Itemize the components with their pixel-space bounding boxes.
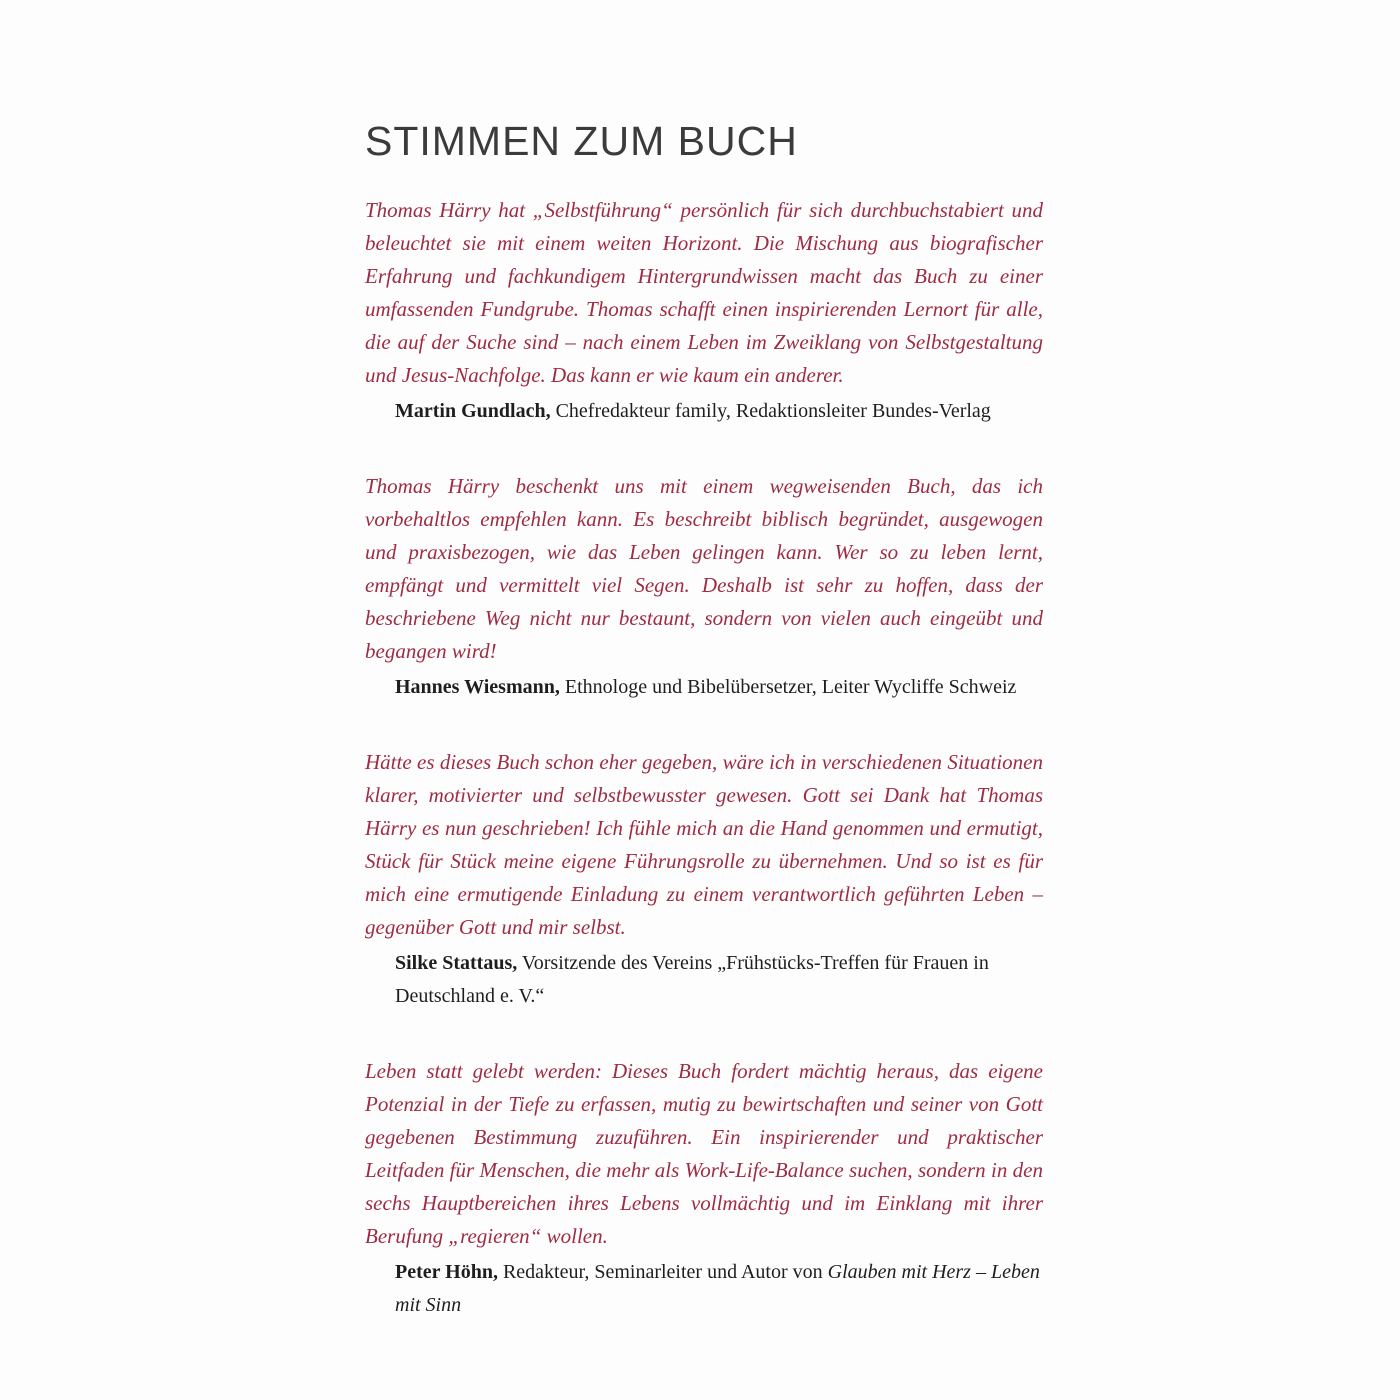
testimonial [365, 470, 1043, 704]
testimonial-quote: Thomas Härry hat „Selbstführung“ persönlich für sich durchbuchstabiert und beleuchtet sie mit einem weiten Horizont. Die Mischung aus biografischer Erfahrung und fachkundigem Hintergrundwissen macht das Buch zu einer umfassenden Fundgrube. Thomas schafft einen inspirierenden Lernort für alle, die auf der Suche sind – nach einem Leben im Zweiklang von Selbstgestaltung und Jesus-Nachfolge. Das kann er wie kaum ein anderer. [365, 198, 1043, 387]
testimonial [365, 746, 1043, 1013]
testimonial-quote: Leben statt gelebt werden: Dieses Buch fordert mächtig heraus, das eigene Potenzial in der Tiefe zu erfassen, mutig zu bewirtschaften und seiner von Gott gegebenen Bestimmung zuzuführen. Ein inspirierender und praktischer Leitfaden für Menschen, die mehr als Work-Life-Balance suchen, sondern in den sechs Hauptbereichen ihres Lebens vollmächtig und im Einklang mit ihrer Berufung „regieren“ wollen. [365, 1059, 1043, 1248]
testimonial [365, 194, 1043, 428]
attribution-role: Redakteur, Seminarleiter und Autor von [497, 1261, 823, 1283]
attribution-name: Peter Höhn, [395, 1261, 498, 1283]
attribution-name: Hannes Wiesmann, [395, 676, 560, 698]
testimonial-attribution [365, 671, 1043, 704]
attribution-name: Silke Stattaus, [395, 952, 518, 974]
testimonial-attribution [365, 1256, 1043, 1322]
attribution-book-title: Glauben mit Herz – Leben mit Sinn [395, 1261, 1040, 1316]
testimonial [365, 1055, 1043, 1322]
testimonial-quote: Hätte es dieses Buch schon eher gegeben, wäre ich in verschiedenen Situationen klarer, motivierter und selbstbewusster gewesen. Gott sei Dank hat Thomas Härry es nun geschrieben! Ich fühle mich an die Hand genommen und ermutigt, Stück für Stück meine eigene Führungsrolle zu übernehmen. Und so ist es für mich eine ermutigende Einladung zu einem verantwortlich geführten Leben – gegenüber Gott und mir selbst. [365, 750, 1043, 939]
attribution-role: Ethnologe und Bibelübersetzer, Leiter Wycliffe Schweiz [559, 676, 1017, 698]
attribution-name: Martin Gundlach, [395, 400, 551, 422]
testimonial-quote: Thomas Härry beschenkt uns mit einem wegweisenden Buch, das ich vorbehaltlos empfehlen kann. Es beschreibt biblisch begründet, ausgewogen und praxisbezogen, wie das Leben gelingen kann. Wer so zu leben lernt, empfängt und vermittelt viel Segen. Deshalb ist sehr zu hoffen, dass der beschriebene Weg nicht nur bestaunt, sondern von vielen auch eingeübt und begangen wird! [365, 474, 1043, 663]
testimonial-attribution [365, 947, 1043, 1013]
testimonial-attribution [365, 395, 1043, 428]
attribution-role: Chefredakteur family, Redaktionsleiter Bundes-Verlag [550, 400, 991, 422]
page-title: STIMMEN ZUM BUCH [365, 118, 798, 164]
page-content [365, 118, 1043, 1364]
attribution-role: Vorsitzende des Vereins „Frühstücks-Treffen für Frauen in Deutschland e. V.“ [395, 952, 989, 1007]
